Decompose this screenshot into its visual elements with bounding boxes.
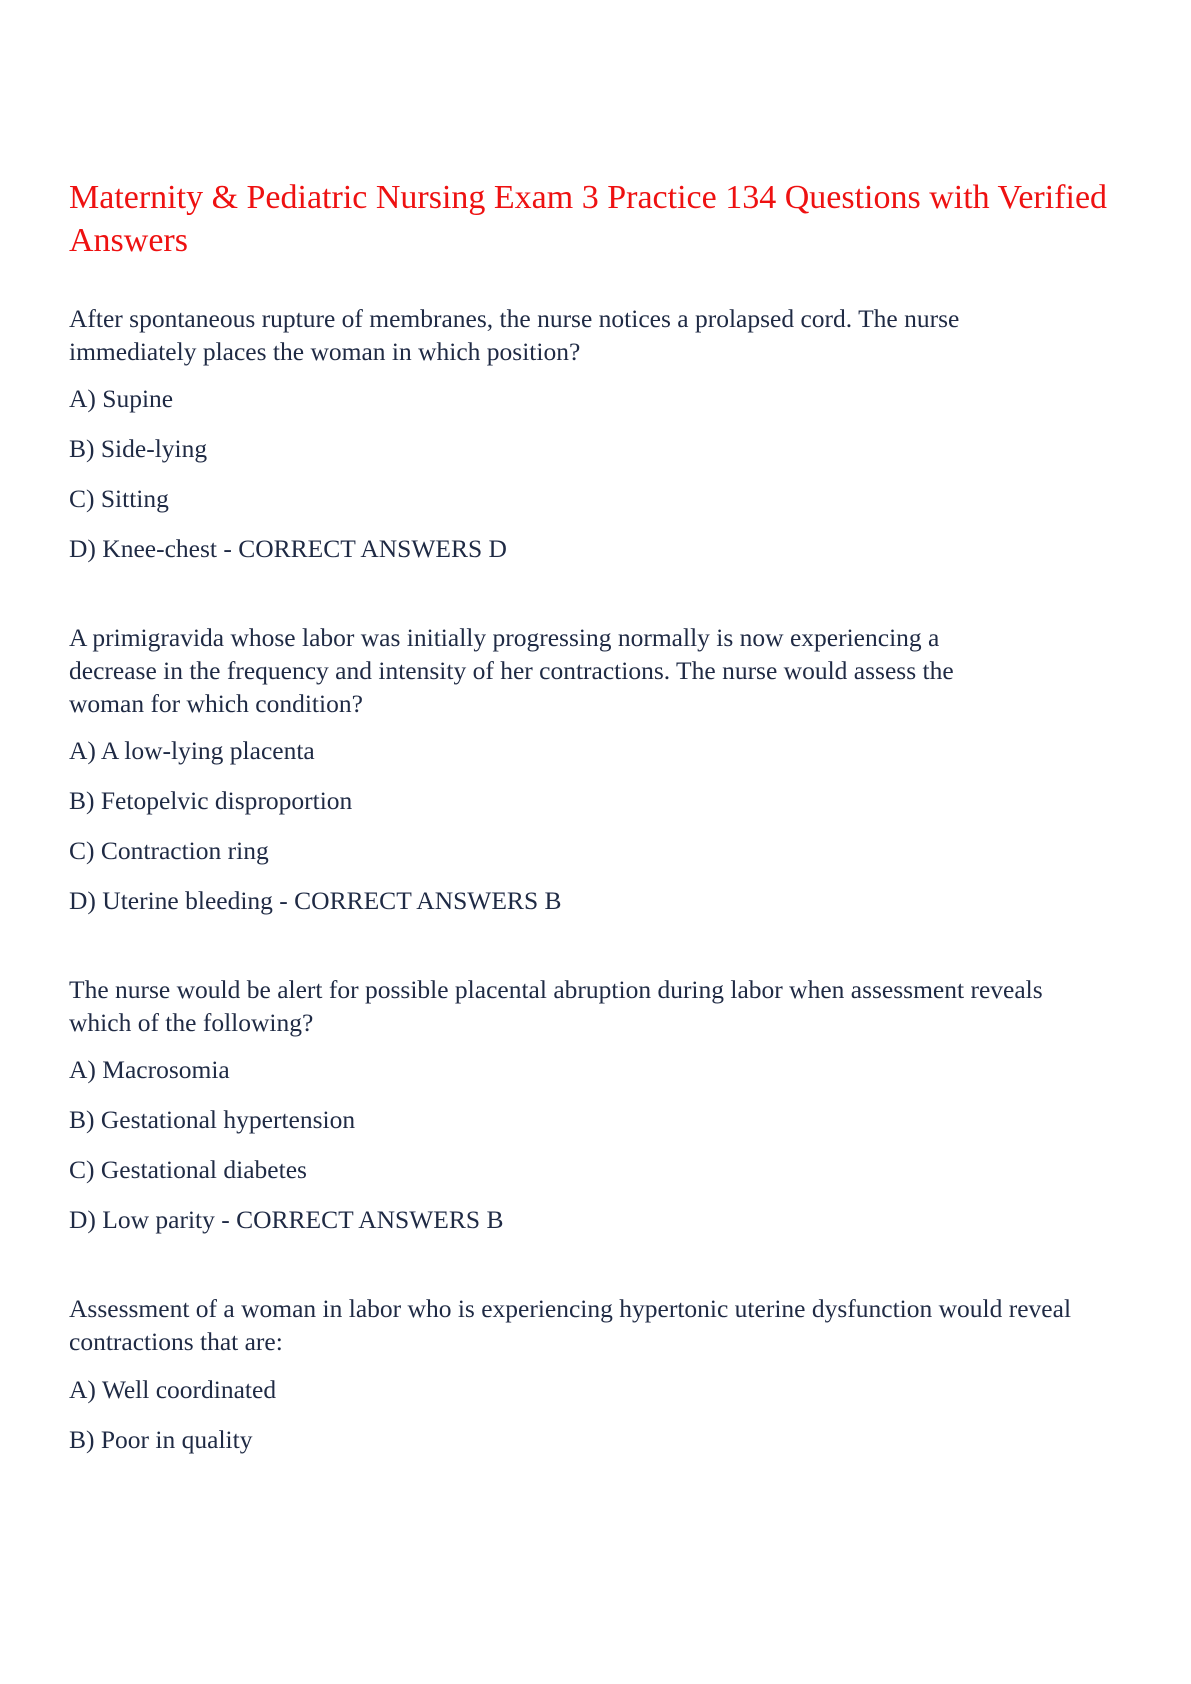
document-title: Maternity & Pediatric Nursing Exam 3 Practice 134 Questions with Verified Answers [69,179,1108,259]
question-text: After spontaneous rupture of membranes, the nurse notices a prolapsed cord. The nurse immediately places the woman in which position? [69,304,960,366]
answer-option: C) Contraction ring [69,836,269,865]
question-block [69,302,1129,563]
answer-option: B) Gestational hypertension [69,1105,356,1134]
question-block [69,1292,1129,1454]
question-block [69,621,1129,915]
answer-option-correct: D) Low parity - CORRECT ANSWERS B [69,1205,504,1234]
question-text: The nurse would be alert for possible placental abruption during labor when assessment reveals which of the following? [69,975,1043,1037]
answer-option: B) Side-lying [69,434,208,463]
answer-option-correct: D) Knee-chest - CORRECT ANSWERS D [69,534,507,563]
answer-option: C) Gestational diabetes [69,1155,307,1184]
answer-option: C) Sitting [69,484,169,513]
answer-option: A) A low-lying placenta [69,736,315,765]
question-block [69,973,1129,1234]
question-text: A primigravida whose labor was initially progressing normally is now experiencing a decrease in the frequency and intensity of her contractions. The nurse would assess the woman for which condition? [69,623,954,718]
answer-option: A) Well coordinated [69,1375,277,1404]
answer-option-correct: D) Uterine bleeding - CORRECT ANSWERS B [69,886,562,915]
answer-option: A) Supine [69,384,174,413]
answer-option: A) Macrosomia [69,1055,230,1084]
answer-option: B) Poor in quality [69,1425,253,1454]
answer-option: B) Fetopelvic disproportion [69,786,353,815]
question-text: Assessment of a woman in labor who is experiencing hypertonic uterine dysfunction would reveal contractions that are: [69,1294,1072,1356]
